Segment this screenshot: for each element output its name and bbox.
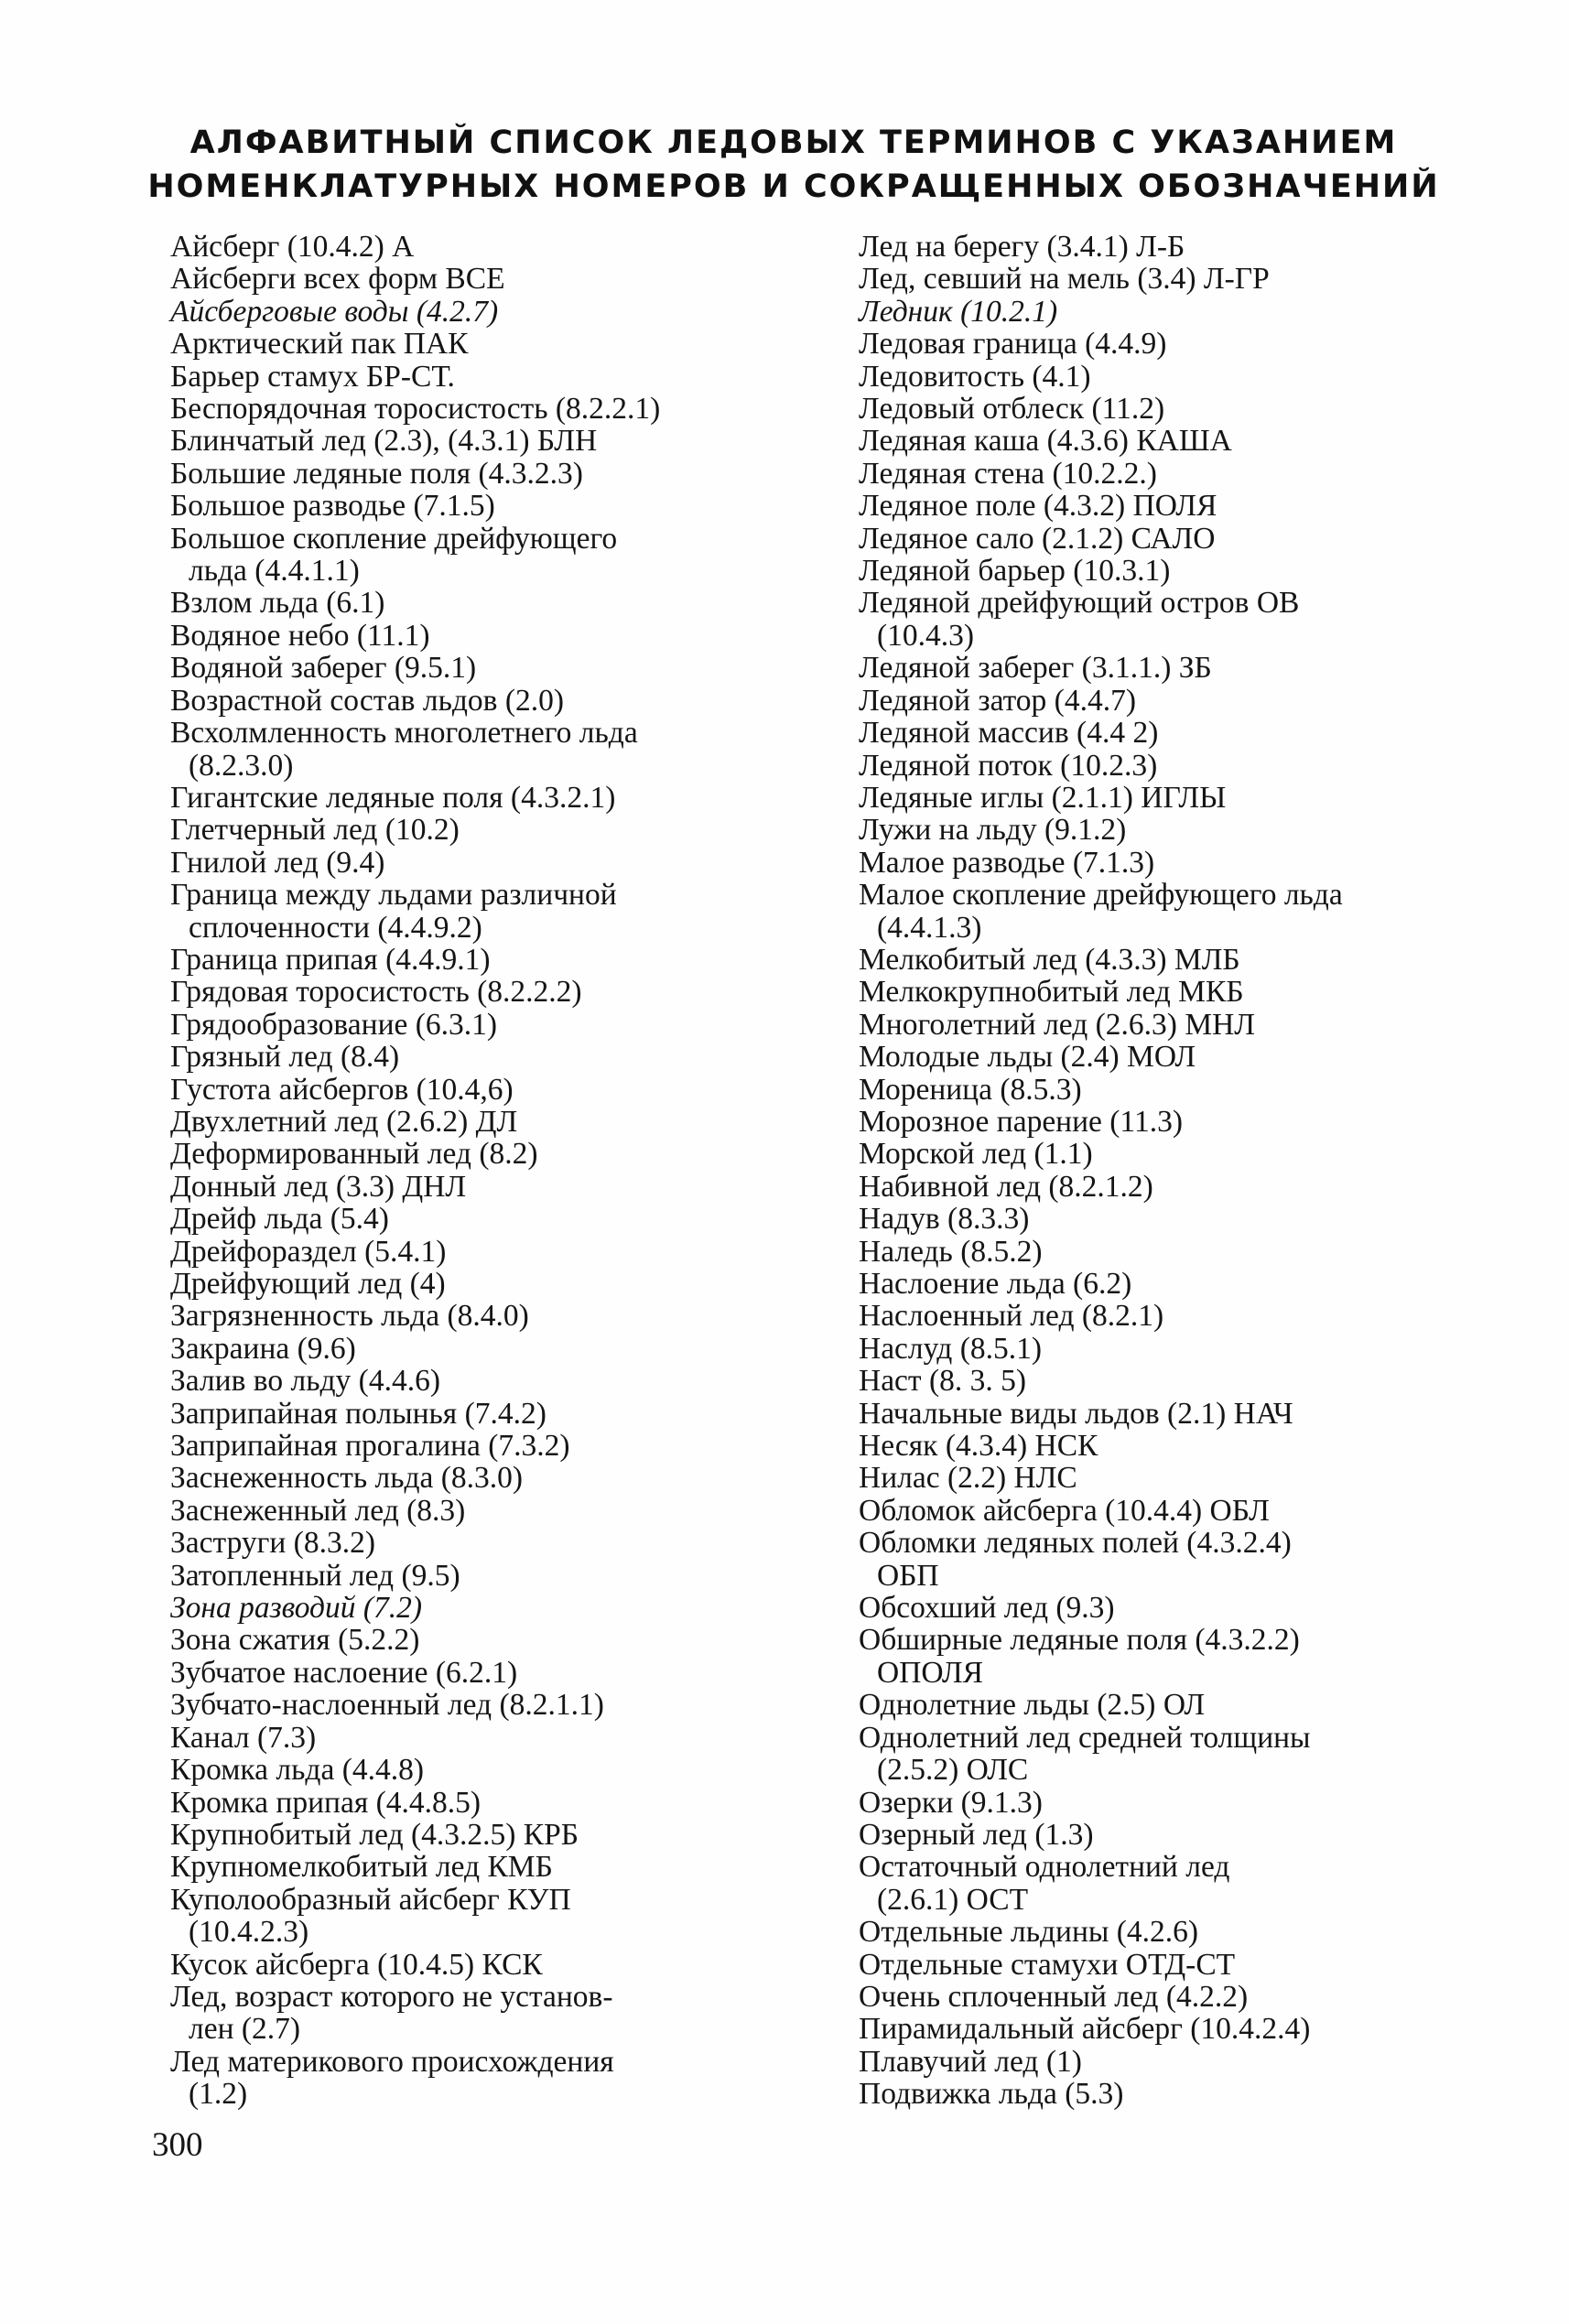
index-entry: Заприпайная полынья (7.4.2) bbox=[170, 1396, 546, 1431]
title-line-1: АЛФАВИТНЫЙ СПИСОК ЛЕДОВЫХ ТЕРМИНОВ С УКАЗАНИЕМ bbox=[189, 124, 1398, 161]
index-entry: Лед материкового происхождения (1.2) bbox=[170, 2044, 614, 2112]
index-entry: Канал (7.3) bbox=[170, 1720, 317, 1755]
index-entry: Кромка припая (4.4.8.5) bbox=[170, 1785, 482, 1820]
index-entry: Отдельные стамухи ОТД-СТ bbox=[859, 1947, 1236, 1982]
index-entry: Зубчатое наслоение (6.2.1) bbox=[170, 1655, 518, 1690]
page-title bbox=[137, 121, 1450, 209]
index-entry: Грязный лед (8.4) bbox=[170, 1040, 400, 1075]
index-entry: Набивной лед (8.2.1.2) bbox=[859, 1169, 1153, 1204]
index-entry: Большое разводье (7.1.5) bbox=[170, 489, 495, 524]
index-entry: Заснеженность льда (8.3.0) bbox=[170, 1461, 524, 1496]
index-entry: Заснеженный лед (8.3) bbox=[170, 1493, 466, 1528]
index-entry: Надув (8.3.3) bbox=[859, 1202, 1030, 1237]
index-entry: Ледяное поле (4.3.2) ПОЛЯ bbox=[859, 489, 1217, 524]
index-entry: Айсберги всех форм ВСЕ bbox=[170, 262, 505, 297]
index-entry: Гнилой лед (9.4) bbox=[170, 845, 385, 880]
index-entry: Водяное небо (11.1) bbox=[170, 618, 430, 653]
index-entry: Остаточный однолетний лед (2.6.1) ОСТ bbox=[859, 1850, 1230, 1917]
index-entry: Грядообразование (6.3.1) bbox=[170, 1007, 498, 1042]
index-entry: Обсохший лед (9.3) bbox=[859, 1591, 1115, 1626]
index-entry: Ледяная каша (4.3.6) КАША bbox=[859, 424, 1232, 459]
index-entry: Возрастной состав льдов (2.0) bbox=[170, 683, 565, 718]
index-entry: Двухлетний лед (2.6.2) ДЛ bbox=[170, 1104, 518, 1139]
index-entry: Ледовая граница (4.4.9) bbox=[859, 327, 1167, 362]
index-entry: Залив во льду (4.4.6) bbox=[170, 1364, 440, 1399]
title-line-2: НОМЕНКЛАТУРНЫХ НОМЕРОВ И СОКРАЩЕННЫХ ОБОЗНАЧЕНИЙ bbox=[147, 168, 1440, 205]
index-entry: Затопленный лед (9.5) bbox=[170, 1558, 460, 1593]
index-entry: Дрейфующий лед (4) bbox=[170, 1267, 446, 1301]
index-entry: Густота айсбергов (10.4,6) bbox=[170, 1072, 514, 1107]
index-entry: Ледяной поток (10.2.3) bbox=[859, 748, 1158, 783]
index-entry: Крупномелкобитый лед КМБ bbox=[170, 1850, 553, 1885]
index-entry: Гигантские ледяные поля (4.3.2.1) bbox=[170, 780, 616, 815]
index-entry: Многолетний лед (2.6.3) МНЛ bbox=[859, 1007, 1256, 1042]
index-entry: Ледяной массив (4.4 2) bbox=[859, 716, 1159, 751]
index-entry: Заструги (8.3.2) bbox=[170, 1526, 375, 1561]
index-entry: Нилас (2.2) НЛС bbox=[859, 1461, 1077, 1496]
index-entry: Наслоенный лед (8.2.1) bbox=[859, 1299, 1164, 1334]
index-entry: Лед, возраст которого не установ- лен (2.7) bbox=[170, 1979, 613, 2047]
index-entry: Ледник (10.2.1) bbox=[859, 294, 1058, 329]
index-entry: Подвижка льда (5.3) bbox=[859, 2077, 1124, 2112]
index-entry: Барьер стамух БР-СТ. bbox=[170, 359, 455, 394]
index-entry: Озерный лед (1.3) bbox=[859, 1817, 1094, 1852]
index-entry: Дрейфораздел (5.4.1) bbox=[170, 1234, 447, 1269]
index-entry: Плавучий лед (1) bbox=[859, 2044, 1082, 2079]
index-entry: Беспорядочная торосистость (8.2.2.1) bbox=[170, 392, 661, 427]
index-entry: Закраина (9.6) bbox=[170, 1331, 356, 1366]
index-entry: Арктический пак ПАК bbox=[170, 327, 469, 362]
index-entry: Мореница (8.5.3) bbox=[859, 1072, 1082, 1107]
index-entry: Граница между льдами различной сплоченности (4.4.9.2) bbox=[170, 878, 617, 945]
index-entry: Мелкокрупнобитый лед МКБ bbox=[859, 975, 1244, 1010]
index-entry: Наслоение льда (6.2) bbox=[859, 1267, 1132, 1301]
index-entry: Зона разводий (7.2) bbox=[170, 1591, 423, 1626]
index-entry: Ледяная стена (10.2.2.) bbox=[859, 456, 1157, 491]
index-entry: Айсберг (10.4.2) А bbox=[170, 230, 415, 264]
index-entry: Ледовый отблеск (11.2) bbox=[859, 392, 1165, 427]
index-entry: Ледяной заберег (3.1.1.) ЗБ bbox=[859, 651, 1212, 686]
index-entry: Морозное парение (11.3) bbox=[859, 1104, 1183, 1139]
index-entry: Крупнобитый лед (4.3.2.5) КРБ bbox=[170, 1817, 579, 1852]
index-entry: Пирамидальный айсберг (10.4.2.4) bbox=[859, 2012, 1311, 2047]
index-entry: Куполообразный айсберг КУП (10.4.2.3) bbox=[170, 1882, 571, 1950]
index-entry: Взлом льда (6.1) bbox=[170, 586, 385, 621]
index-entry: Зубчато-наслоенный лед (8.2.1.1) bbox=[170, 1688, 604, 1723]
index-entry: Несяк (4.3.4) НСК bbox=[859, 1429, 1098, 1464]
index-entry: Начальные виды льдов (2.1) НАЧ bbox=[859, 1396, 1293, 1431]
index-entry: Малое скопление дрейфующего льда (4.4.1.3) bbox=[859, 878, 1343, 945]
index-entry: Ледяной барьер (10.3.1) bbox=[859, 554, 1171, 589]
index-entry: Ледяной затор (4.4.7) bbox=[859, 683, 1136, 718]
index-entry: Морской лед (1.1) bbox=[859, 1137, 1093, 1172]
index-entry: Ледяные иглы (2.1.1) ИГЛЫ bbox=[859, 780, 1227, 815]
right-column bbox=[859, 231, 1518, 2111]
index-entry: Малое разводье (7.1.3) bbox=[859, 845, 1155, 880]
index-entry: Ледяное сало (2.1.2) САЛО bbox=[859, 521, 1216, 556]
index-entry: Кромка льда (4.4.8) bbox=[170, 1753, 425, 1788]
index-entry: Кусок айсберга (10.4.5) КСК bbox=[170, 1947, 543, 1982]
index-entry: Отдельные льдины (4.2.6) bbox=[859, 1915, 1199, 1950]
index-entry: Большое скопление дрейфующего льда (4.4.1.1) bbox=[170, 521, 618, 589]
index-entry: Загрязненность льда (8.4.0) bbox=[170, 1299, 529, 1334]
index-entry: Блинчатый лед (2.3), (4.3.1) БЛН bbox=[170, 424, 598, 459]
page-number: 300 bbox=[152, 2126, 203, 2164]
index-entry: Всхолмленность многолетнего льда (8.2.3.0) bbox=[170, 716, 638, 783]
index-entry: Обломок айсберга (10.4.4) ОБЛ bbox=[859, 1493, 1270, 1528]
index-entry: Мелкобитый лед (4.3.3) МЛБ bbox=[859, 942, 1240, 977]
index-entry: Зона сжатия (5.2.2) bbox=[170, 1623, 420, 1658]
index-entry: Наст (8. 3. 5) bbox=[859, 1364, 1027, 1399]
left-column bbox=[170, 231, 811, 2111]
index-entry: Наслуд (8.5.1) bbox=[859, 1331, 1043, 1366]
index-entry: Ледяной дрейфующий остров ОВ (10.4.3) bbox=[859, 586, 1300, 653]
index-entry: Ледовитость (4.1) bbox=[859, 359, 1091, 394]
index-entry: Очень сплоченный лед (4.2.2) bbox=[859, 1979, 1249, 2014]
index-entry: Обломки ледяных полей (4.3.2.4) ОБП bbox=[859, 1526, 1292, 1593]
index-entry: Лед, севший на мель (3.4) Л-ГР bbox=[859, 262, 1270, 297]
index-entry: Водяной заберег (9.5.1) bbox=[170, 651, 477, 686]
index-entry: Лужи на льду (9.1.2) bbox=[859, 813, 1127, 848]
index-entry: Молодые льды (2.4) МОЛ bbox=[859, 1040, 1196, 1075]
index-entry: Однолетний лед средней толщины (2.5.2) ОЛС bbox=[859, 1720, 1311, 1788]
index-entry: Глетчерный лед (10.2) bbox=[170, 813, 460, 848]
index-entry: Деформированный лед (8.2) bbox=[170, 1137, 538, 1172]
index-entry: Дрейф льда (5.4) bbox=[170, 1202, 389, 1237]
index-entry: Однолетние льды (2.5) ОЛ bbox=[859, 1688, 1206, 1723]
index-entry: Озерки (9.1.3) bbox=[859, 1785, 1043, 1820]
index-entry: Обширные ледяные поля (4.3.2.2) ОПОЛЯ bbox=[859, 1623, 1300, 1690]
index-entry: Грядовая торосистость (8.2.2.2) bbox=[170, 975, 582, 1010]
index-entry: Айсберговые воды (4.2.7) bbox=[170, 294, 499, 329]
index-entry: Донный лед (3.3) ДНЛ bbox=[170, 1169, 467, 1204]
index-entry: Большие ледяные поля (4.3.2.3) bbox=[170, 456, 583, 491]
index-entry: Лед на берегу (3.4.1) Л-Б bbox=[859, 230, 1185, 264]
index-entry: Заприпайная прогалина (7.3.2) bbox=[170, 1429, 570, 1464]
index-entry: Граница припая (4.4.9.1) bbox=[170, 942, 491, 977]
index-entry: Наледь (8.5.2) bbox=[859, 1234, 1043, 1269]
